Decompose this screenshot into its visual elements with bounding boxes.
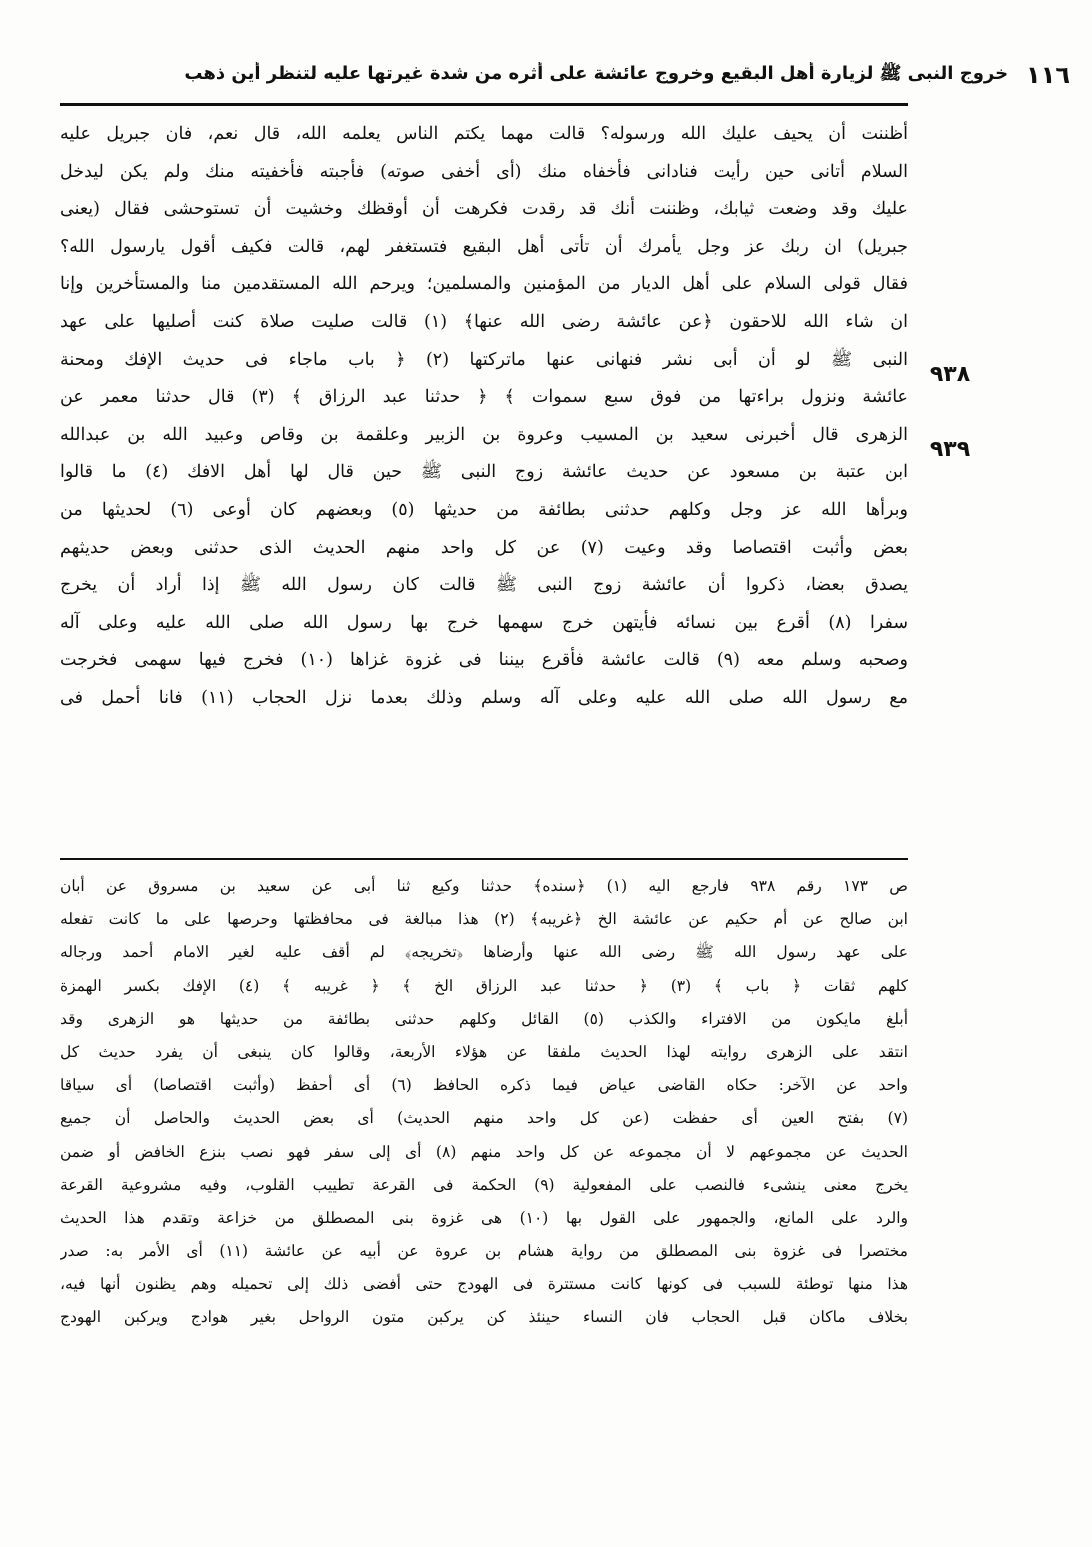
note-line: ابن صالح عن أم حكيم عن عائشة الخ ﴿غريبه﴾ (٢) هذا مبالغة فى محافظتها وحرصها على ما كانت تفعله (60, 910, 908, 929)
note-line: أبلغ مايكون من الافتراء والكذب (٥) القائل وكلهم حدثنى بطائفة من حديثها هو الزهرى وقد (60, 1009, 908, 1028)
note-line: الحديث عن مجموعهم لا أن مجموعه عن كل واحد منهم (٨) أى إلى سفر فهو نصب بنزع الخافض أو ضمن (60, 1142, 908, 1161)
note-line: كلهم ثقات ﴿ باب ﴾ (٣) ﴿ حدثنا عبد الرزاق الخ ﴾ ﴿ غريبه ﴾ (٤) الإفك بكسر الهمزة (60, 976, 908, 995)
running-title: خروج النبى ﷺ لزيارة أهل البقيع وخروج عائشة على أثره من شدة غيرتها عليه لتنظر أين ذهب (184, 63, 1009, 84)
note-line: على عهد رسول الله ﷺ رضى الله عنها وأرضاها ﴿تخريجه﴾ لم أقف عليه لغير الامام أحمد ورجاله (60, 943, 908, 962)
page-number: ١١٦ (1026, 61, 1070, 89)
main-line: فقال قولى السلام على أهل الديار من المؤمنين والمسلمين؛ ويرحم الله المستقدمين منا والمستأخرين وإنا (60, 274, 908, 295)
main-line: عائشة ونزول براءتها من فوق سبع سموات ﴾ ﴿ حدثنا عبد الرزاق ﴾ (٣) قال حدثنا معمر عن (60, 387, 908, 408)
hadith-number-939: ٩٣٩ (929, 437, 971, 462)
main-line: أظننت أن يحيف عليك الله ورسوله؟ قالت مهما يكتم الناس يعلمه الله، قال نعم، فان جبريل عليه (60, 124, 908, 144)
main-line: النبى ﷺ لو أن أبى نشر فنهانى عنها ماتركتها (٢) ﴿ باب ماجاء فى حديث الإفك ومحنة (60, 349, 908, 370)
page-header (30, 52, 1070, 98)
main-line: بعض وأثبت اقتصاصا وقد وعيت (٧) عن كل واحد منهم الحديث الذى حدثنى وبعض حديثهم (60, 537, 908, 558)
note-line: مختصرا فى غزوة بنى المصطلق من رواية هشام بن عروة عن أبيه عن عائشة (١١) أى الأمر به: صدر (60, 1242, 908, 1261)
main-line: ابن عتبة بن مسعود عن حديث عائشة زوج النبى ﷺ حين قال لها أهل الافك (٤) ما قالوا (60, 462, 908, 483)
note-line: والرد على المانع، والجمهور على القول بها (١٠) هى غزوة بنى المصطلق من خزاعة وتقدم هذا الحديث (60, 1208, 908, 1227)
note-line: يخرج معنى ينشىء فالنصب على المفعولية (٩) الحكمة فى القرعة تطييب القلوب، وفيه مشروعية القرعة (60, 1175, 908, 1194)
main-line: يصدق بعضا، ذكروا أن عائشة زوج النبى ﷺ قالت كان رسول الله ﷺ إذا أراد أن يخرج (60, 575, 908, 596)
main-line: ان شاء الله للاحقون ﴿عن عائشة رضى الله عنها﴾ (١) قالت صليت صلاة كنت أصليها على عهد (60, 311, 908, 332)
footnote-rule (60, 858, 908, 860)
main-line: السلام أتانى حين رأيت فنادانى فأخفاه منك (أى أخفى صوته) فأجبته فأخفيته منك ولم يكن ليدخل (60, 161, 908, 182)
main-line: جبريل) ان ربك عز وجل يأمرك أن تأتى أهل البقيع فتستغفر لهم، قالت فكيف أقول يارسول الله؟ (60, 236, 908, 257)
hadith-number-938: ٩٣٨ (929, 362, 971, 387)
note-line: (٧) بفتح العين أى حفظت (عن كل واحد منهم الحديث) أى بعض الحديث والحاصل أن جميع (60, 1109, 908, 1128)
note-line: واحد عن الآخر: حكاه القاضى عياض فيما ذكره الحافظ (٦) أى أحفظ (وأثبت اقتصاصا) أى سياقا (60, 1076, 908, 1095)
main-line: وبرأها الله عز وجل وكلهم حدثنى بطائفة من حديثها (٥) وبعضهم كان أوعى (٦) لحديثها من (60, 499, 908, 520)
main-text (60, 116, 908, 718)
note-line: بخلاف ماكان قبل الحجاب فان النساء حينئذ كن يركبن متون الرواحل بغير هوادج ويركبن الهودج (60, 1308, 908, 1327)
main-line: الزهرى قال أخبرنى سعيد بن المسيب وعروة بن الزبير وعلقمة بن وقاص وعبيد الله بن عبدالله (60, 424, 908, 445)
header-rule (60, 103, 908, 106)
main-line: سفرا (٨) أقرع بين نسائه فأيتهن خرج سهمها خرج بها رسول الله صلى الله عليه وعلى آله (60, 612, 908, 633)
note-line: ص ١٧٣ رقم ٩٣٨ فارجع اليه (١) ﴿سنده﴾ حدثنا وكيع ثنا أبى عن سعيد بن مسروق عن أبان (60, 877, 908, 895)
main-line: وصحبه وسلم معه (٩) قالت عائشة فأقرع بيننا فى غزوة غزاها (١٠) فخرج فيها سهمى فخرجت (60, 650, 908, 671)
footnotes (60, 870, 908, 1335)
note-line: هذا منها توطئة للسبب فى كونها كانت مستترة فى الهودج حتى أفضى ذلك إلى تحميله وهم يظنون أنها فيه، (60, 1275, 908, 1294)
main-line: عليك وقد وضعت ثيابك، وظننت أنك قد رقدت فكرهت أن أوقظك وخشيت أن تستوحشى فقال (يعنى (60, 199, 908, 220)
note-line: انتقد على الزهرى روايته لهذا الحديث ملفقا عن هؤلاء الأربعة، وقالوا كان ينبغى أن يفرد حديث كل (60, 1042, 908, 1061)
main-line: مع رسول الله صلى الله عليه وعلى آله وسلم وذلك بعدما نزل الحجاب (١١) فانا أحمل فى (60, 687, 908, 708)
